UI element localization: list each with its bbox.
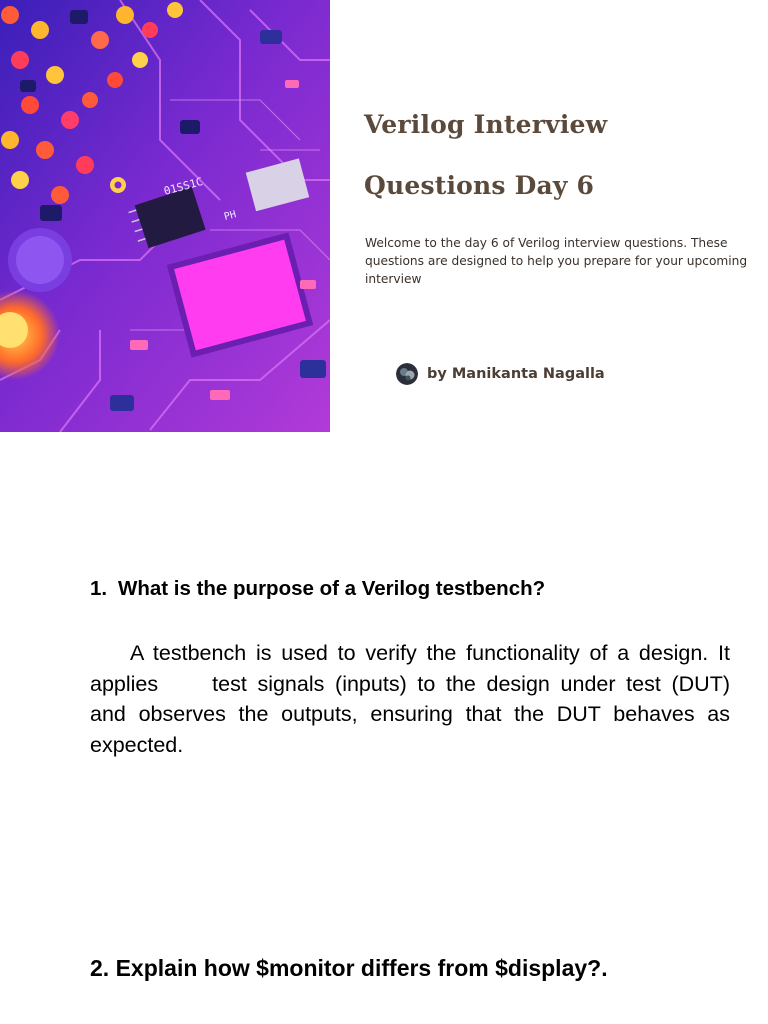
svg-text:PH: PH — [222, 209, 238, 223]
question-2-heading — [90, 955, 608, 982]
hero-circuit-board-image — [0, 0, 330, 432]
question-2-number: 2. — [90, 955, 110, 981]
question-1-answer — [90, 638, 730, 760]
svg-text:01SS1C: 01SS1C — [162, 175, 205, 198]
question-1-number: 1. — [90, 577, 108, 600]
author-name: by Manikanta Nagalla — [427, 366, 605, 382]
document-title-line-2: Questions Day 6 — [364, 171, 595, 200]
question-1-answer-part-1: A testbench is used to verify the functionality of a design. It applies — [90, 641, 730, 696]
question-1-answer-part-2: test signals (inputs) to the design under test (DUT) and observes the outputs, ensuring that the DUT behaves as expected. — [90, 671, 730, 757]
question-1-title: What is the purpose of a Verilog testbench? — [118, 577, 546, 600]
question-1-heading — [90, 577, 545, 601]
document-title-line-1: Verilog Interview — [364, 110, 608, 139]
author-avatar-icon — [396, 363, 418, 385]
question-2-title: Explain how $monitor differs from $display?. — [115, 955, 608, 981]
author-byline[interactable] — [396, 363, 605, 385]
intro-paragraph: Welcome to the day 6 of Verilog interview questions. These questions are designed to help you prepare for your upcoming interview — [365, 236, 748, 286]
